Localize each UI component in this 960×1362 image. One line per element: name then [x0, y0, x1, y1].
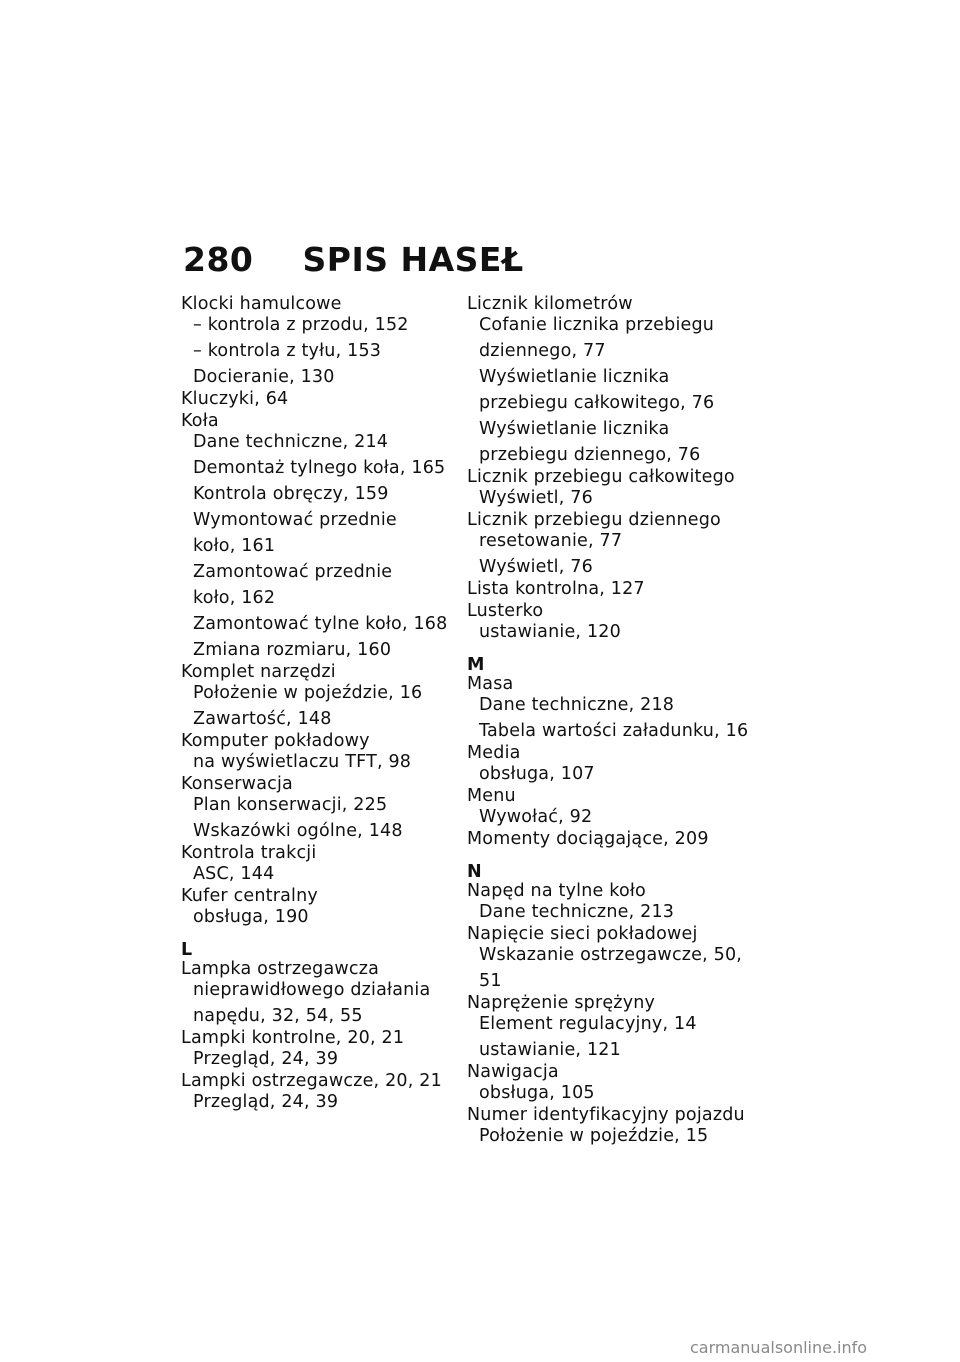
- index-subentry: obsługa, 190: [193, 907, 309, 927]
- index-entry: Masa: [467, 674, 514, 694]
- index-entry: Komputer pokładowy: [181, 731, 370, 751]
- index-subentry: Przegląd, 24, 39: [193, 1092, 339, 1112]
- index-subentry: dziennego, 77: [479, 341, 606, 361]
- index-subentry: koło, 161: [193, 536, 276, 556]
- index-entry: Momenty dociągające, 209: [467, 829, 709, 849]
- index-subentry: – kontrola z przodu, 152: [193, 315, 409, 335]
- index-subentry: Wyświetl, 76: [479, 488, 593, 508]
- index-subentry: obsługa, 105: [479, 1083, 595, 1103]
- index-subentry: Zawartość, 148: [193, 709, 332, 729]
- index-entry: Komplet narzędzi: [181, 662, 336, 682]
- index-entry: Numer identyfikacyjny pojazdu: [467, 1105, 745, 1125]
- index-subentry: resetowanie, 77: [479, 531, 623, 551]
- index-subentry: Przegląd, 24, 39: [193, 1049, 339, 1069]
- index-subentry: nieprawidłowego działania: [193, 980, 431, 1000]
- index-subentry: Zamontować tylne koło, 168: [193, 614, 448, 634]
- index-entry: Kontrola trakcji: [181, 843, 317, 863]
- index-subentry: przebiegu dziennego, 76: [479, 445, 701, 465]
- index-entry: Kluczyki, 64: [181, 389, 289, 409]
- index-column-right: [467, 294, 757, 1147]
- index-subentry: Tabela wartości załadunku, 16: [479, 721, 749, 741]
- index-subentry: – kontrola z tyłu, 153: [193, 341, 382, 361]
- index-subentry: Docieranie, 130: [193, 367, 335, 387]
- index-subentry: Wyświetl, 76: [479, 557, 593, 577]
- index-entry: Nawigacja: [467, 1062, 559, 1082]
- index-subentry: Zmiana rozmiaru, 160: [193, 640, 392, 660]
- index-subentry: przebiegu całkowitego, 76: [479, 393, 715, 413]
- index-subentry: Położenie w pojeździe, 16: [193, 683, 423, 703]
- index-entry: Naprężenie sprężyny: [467, 993, 656, 1013]
- index-section-letter: L: [181, 940, 193, 960]
- index-entry: Klocki hamulcowe: [181, 294, 342, 314]
- index-entry: Lusterko: [467, 601, 544, 621]
- watermark-text[interactable]: carmanualsonline.info: [690, 1338, 868, 1357]
- index-subentry: 51: [479, 971, 502, 991]
- index-subentry: Wymontować przednie: [193, 510, 397, 530]
- index-subentry: Dane techniczne, 218: [479, 695, 675, 715]
- index-subentry: Wyświetlanie licznika: [479, 367, 670, 387]
- index-subentry: na wyświetlaczu TFT, 98: [193, 752, 412, 772]
- index-subentry: Zamontować przednie: [193, 562, 393, 582]
- page-header: [183, 240, 524, 279]
- index-subentry: ustawianie, 121: [479, 1040, 621, 1060]
- index-entry: Lampki ostrzegawcze, 20, 21: [181, 1071, 442, 1091]
- index-entry: Kufer centralny: [181, 886, 318, 906]
- index-subentry: Demontaż tylnego koła, 165: [193, 458, 446, 478]
- index-section-letter: M: [467, 655, 485, 675]
- index-subentry: Element regulacyjny, 14: [479, 1014, 697, 1034]
- index-subentry: obsługa, 107: [479, 764, 595, 784]
- index-entry: Menu: [467, 786, 516, 806]
- index-column-left: [181, 294, 451, 1113]
- index-subentry: Położenie w pojeździe, 15: [479, 1126, 709, 1146]
- page-title: SPIS HASEŁ: [302, 240, 524, 279]
- index-subentry: Cofanie licznika przebiegu: [479, 315, 715, 335]
- index-subentry: Dane techniczne, 214: [193, 432, 389, 452]
- index-subentry: Wywołać, 92: [479, 807, 593, 827]
- index-subentry: Dane techniczne, 213: [479, 902, 675, 922]
- index-subentry: koło, 162: [193, 588, 276, 608]
- index-entry: Lampka ostrzegawcza: [181, 959, 380, 979]
- index-entry: Napęd na tylne koło: [467, 881, 646, 901]
- index-subentry: Wskazanie ostrzegawcze, 50,: [479, 945, 743, 965]
- index-subentry: napędu, 32, 54, 55: [193, 1006, 363, 1026]
- index-entry: Konserwacja: [181, 774, 293, 794]
- index-entry: Licznik przebiegu całkowitego: [467, 467, 735, 487]
- index-entry: Lampki kontrolne, 20, 21: [181, 1028, 405, 1048]
- page-number: 280: [183, 240, 254, 279]
- index-entry: Licznik przebiegu dziennego: [467, 510, 721, 530]
- index-entry: Licznik kilometrów: [467, 294, 633, 314]
- index-subentry: ustawianie, 120: [479, 622, 621, 642]
- index-entry: Lista kontrolna, 127: [467, 579, 645, 599]
- index-subentry: Wyświetlanie licznika: [479, 419, 670, 439]
- index-entry: Napięcie sieci pokładowej: [467, 924, 698, 944]
- index-entry: Media: [467, 743, 521, 763]
- index-section-letter: N: [467, 862, 482, 882]
- index-entry: Koła: [181, 411, 219, 431]
- index-subentry: Wskazówki ogólne, 148: [193, 821, 403, 841]
- index-subentry: Kontrola obręczy, 159: [193, 484, 389, 504]
- index-subentry: Plan konserwacji, 225: [193, 795, 388, 815]
- index-subentry: ASC, 144: [193, 864, 275, 884]
